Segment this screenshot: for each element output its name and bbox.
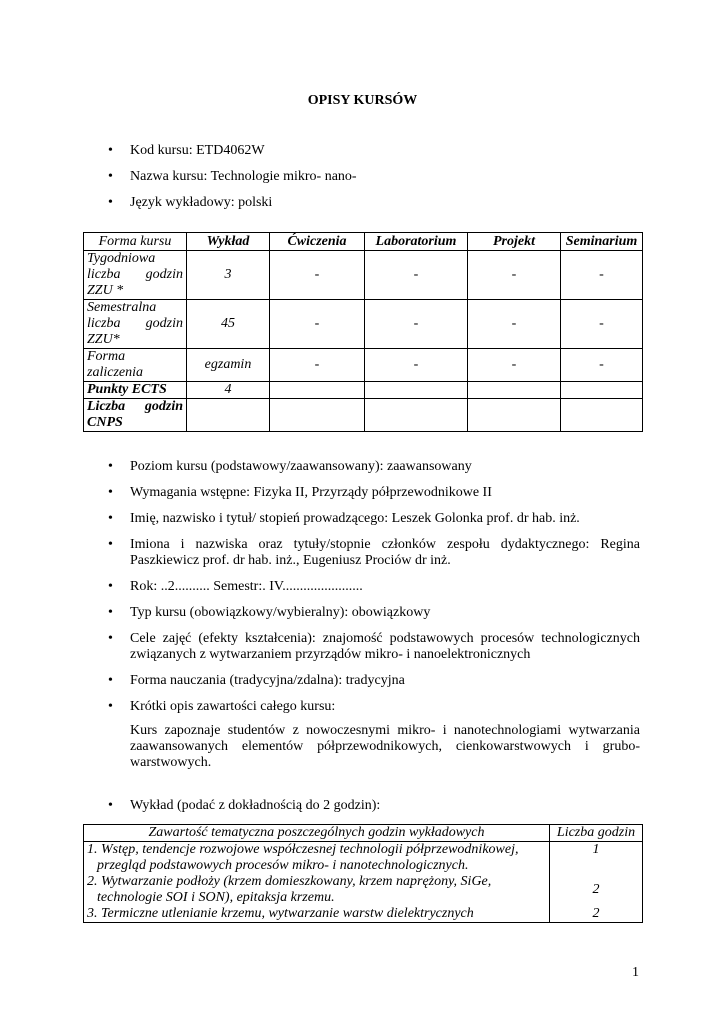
page-title: OPISY KURSÓW: [307, 93, 418, 108]
list-item: • Poziom kursu (podstawowy/zaawansowany): zaawansowany: [108, 459, 640, 475]
table-cell: [561, 399, 643, 432]
table-cell: -: [270, 349, 365, 382]
row-label: Punkty ECTS: [84, 382, 187, 399]
table-cell: [84, 842, 550, 875]
list-item: • Cele zajęć (efekty kształcenia): znajomość podstawowych procesów technologicznych związanych z wytwarzaniem przyrządów mikro- i nanoelektronicznych: [108, 631, 640, 663]
list-item: [108, 699, 640, 771]
column-header: Ćwiczenia: [270, 233, 365, 251]
list-item: • Forma nauczania (tradycyjna/zdalna): tradycyjna: [108, 673, 640, 689]
list-item: • Imiona i nazwiska oraz tytuły/stopnie członków zespołu dydaktycznego: Regina Paszkiewicz prof. dr hab. inż., Eugeniusz Prociów dr inż.: [108, 537, 640, 569]
list-item: • Rok: ..2.......... Semestr:. IV.......................: [108, 579, 640, 595]
table-cell: -: [561, 349, 643, 382]
table-cell: -: [561, 300, 643, 349]
course-info-list: [108, 143, 640, 221]
column-header: Wykład: [187, 233, 270, 251]
table-header-row: [84, 233, 643, 251]
table-header-row: [84, 825, 643, 842]
table-cell: -: [468, 300, 561, 349]
row-label: Forma zaliczenia: [84, 349, 187, 382]
table-cell: -: [468, 349, 561, 382]
row-label: Liczba godzin CNPS: [84, 399, 187, 432]
table-cell: -: [270, 251, 365, 300]
list-item: • Typ kursu (obowiązkowy/wybieralny): obowiązkowy: [108, 605, 640, 621]
table-row: [84, 874, 643, 906]
table-row: [84, 349, 643, 382]
table-cell: [84, 906, 550, 923]
list-item-label: Krótki opis zawartości całego kursu:: [130, 699, 336, 714]
table-cell: [365, 399, 468, 432]
table-row: [84, 382, 643, 399]
table-cell: 1: [550, 842, 643, 875]
table-cell: [270, 399, 365, 432]
lecture-list: [108, 798, 640, 814]
table-cell: -: [270, 300, 365, 349]
column-header: Zawartość tematyczna poszczególnych godzin wykładowych: [84, 825, 550, 842]
column-header: Seminarium: [561, 233, 643, 251]
list-item: • Nazwa kursu: Technologie mikro- nano-: [108, 169, 640, 185]
table-row: [84, 300, 643, 349]
lecture-topic: 2. Wytwarzanie podłoży (krzem domieszkowany, krzem naprężony, SiGe, technologie SOI i SON), epitaksja krzemu.: [87, 874, 492, 905]
table-cell: [270, 382, 365, 399]
course-description: Kurs zapoznaje studentów z nowoczesnymi mikro- i nanotechnologiami wytwarzania zaawansowanych elementów półprzewodnikowych, cienkowarstwowych i grubo-warstwowych.: [130, 723, 640, 770]
table-cell: 2: [550, 874, 643, 906]
table-cell: 45: [187, 300, 270, 349]
list-item: • Język wykładowy: polski: [108, 195, 640, 211]
column-header: Laboratorium: [365, 233, 468, 251]
column-header: Liczba godzin: [550, 825, 643, 842]
column-header: Forma kursu: [84, 233, 187, 251]
table-cell: 4: [187, 382, 270, 399]
column-header: Projekt: [468, 233, 561, 251]
row-label: Tygodniowa liczba godzin ZZU *: [84, 251, 187, 300]
table-cell: -: [365, 300, 468, 349]
table-row: [84, 399, 643, 432]
table-cell: [187, 399, 270, 432]
table-cell: [468, 399, 561, 432]
table-cell: [84, 874, 550, 906]
course-form-table: [83, 232, 643, 432]
table-cell: [365, 382, 468, 399]
table-cell: -: [365, 349, 468, 382]
table-cell: -: [365, 251, 468, 300]
table-row: [84, 842, 643, 875]
list-item: • Imię, nazwisko i tytuł/ stopień prowadzącego: Leszek Golonka prof. dr hab. inż.: [108, 511, 640, 527]
lecture-topic: 3. Termiczne utlenianie krzemu, wytwarzanie warstw dielektrycznych: [87, 906, 474, 921]
list-item: • Wykład (podać z dokładnością do 2 godzin):: [108, 798, 640, 814]
page-number: 1: [632, 965, 639, 980]
table-cell: 3: [187, 251, 270, 300]
table-cell: [468, 382, 561, 399]
course-details-list: [108, 459, 640, 781]
table-cell: -: [561, 251, 643, 300]
table-cell: [561, 382, 643, 399]
lecture-table: [83, 824, 643, 923]
table-cell: -: [468, 251, 561, 300]
row-label: Semestralna liczba godzin ZZU*: [84, 300, 187, 349]
table-cell: egzamin: [187, 349, 270, 382]
table-row: [84, 251, 643, 300]
table-cell: 2: [550, 906, 643, 923]
list-item: • Wymagania wstępne: Fizyka II, Przyrządy półprzewodnikowe II: [108, 485, 640, 501]
table-row: [84, 906, 643, 923]
lecture-topic: 1. Wstęp, tendencje rozwojowe współczesnej technologii półprzewodnikowej, przegląd podstawowych procesów mikro- i nanotechnologicznych.: [87, 842, 519, 873]
list-item: • Kod kursu: ETD4062W: [108, 143, 640, 159]
